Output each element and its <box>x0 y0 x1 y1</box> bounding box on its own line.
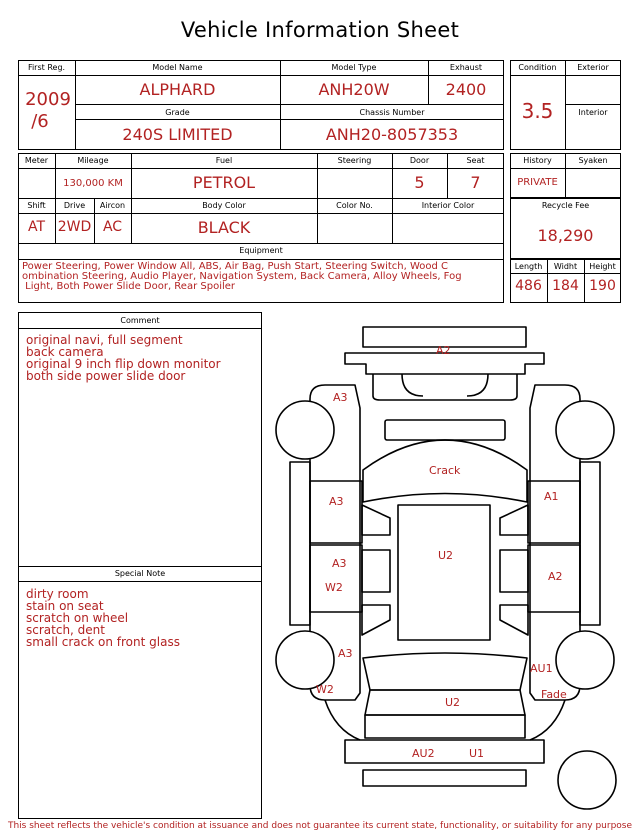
vehicle-damage-diagram <box>270 318 620 818</box>
door-label: Door <box>409 156 430 165</box>
damage-mark-rear-bumper: A2 <box>436 344 451 357</box>
fuel-label: Fuel <box>215 156 233 165</box>
mileage-value: 130,000 KM <box>63 178 123 189</box>
damage-mark-roof: U2 <box>438 549 454 562</box>
damage-mark-hood: U2 <box>445 696 461 709</box>
condition-label: Condition <box>518 63 557 72</box>
special-note-line-1: dirty room <box>26 587 89 601</box>
model-type-label: Model Type <box>331 63 377 72</box>
grade-label: Grade <box>165 108 190 117</box>
color-no-label: Color No. <box>336 201 373 210</box>
interior-color-label: Interior Color <box>421 201 475 210</box>
length-label: Length <box>514 262 543 271</box>
body-color-value: BLACK <box>197 218 251 237</box>
special-note-line-2: stain on seat <box>26 599 104 613</box>
damage-mark-front-bumper-1: AU2 <box>412 747 435 760</box>
meter-label: Meter <box>24 156 49 165</box>
exhaust-label: Exhaust <box>449 63 483 72</box>
damage-mark-left-rear-door: A3 <box>329 495 344 508</box>
first-reg-year: 2009 <box>25 89 71 110</box>
special-note-label: Special Note <box>114 569 166 578</box>
comment-line-4: both side power slide door <box>26 369 186 383</box>
interior-label: Interior <box>578 108 608 117</box>
condition-value: 3.5 <box>521 99 554 123</box>
mileage-label: Mileage <box>77 156 109 165</box>
page-title: Vehicle Information Sheet <box>180 18 460 42</box>
seat-label: Seat <box>466 156 485 165</box>
door-value: 5 <box>414 173 425 192</box>
width-label: Widht <box>553 262 578 271</box>
damage-mark-left-front-fender: A3 <box>338 647 353 660</box>
damage-mark-left-front-door: A3 <box>332 557 347 570</box>
history-value: PRIVATE <box>517 177 558 188</box>
equipment-line-3: Light, Both Power Slide Door, Rear Spoiler <box>22 281 236 292</box>
first-reg-label: First Reg. <box>27 63 66 72</box>
model-type-value: ANH20W <box>318 80 390 99</box>
recycle-fee-value: 18,290 <box>537 226 594 245</box>
chassis-label: Chassis Number <box>359 108 425 117</box>
damage-mark-left-rear-quarter: A3 <box>333 391 348 404</box>
special-note-line-3: scratch on wheel <box>26 611 129 625</box>
comment-line-1: original navi, full segment <box>26 333 183 347</box>
shift-label: Shift <box>27 201 46 210</box>
syaken-label: Syaken <box>578 156 608 165</box>
recycle-fee-label: Recycle Fee <box>541 201 590 210</box>
disclaimer-footer: This sheet reflects the vehicle's condition at issuance and does not guarantee its current state, functionality, or suitability for any purpose <box>7 821 633 831</box>
length-value: 486 <box>515 278 542 294</box>
seat-value: 7 <box>470 173 481 192</box>
drive-value: 2WD <box>57 219 92 235</box>
equipment-line-1: Power Steering, Power Window All, ABS, Air Bag, Push Start, Steering Switch, Wood C <box>22 261 449 272</box>
exterior-label: Exterior <box>577 63 609 72</box>
comment-label: Comment <box>120 316 160 325</box>
comment-line-3: original 9 inch flip down monitor <box>26 357 221 371</box>
damage-mark-right-front-fender: Fade <box>541 688 567 701</box>
damage-mark-left-front-wheel: W2 <box>316 683 334 696</box>
damage-mark-right-rear-door: A1 <box>544 490 559 503</box>
history-label: History <box>523 156 552 165</box>
aircon-value: AC <box>102 219 123 235</box>
width-value: 184 <box>552 278 579 294</box>
model-name-label: Model Name <box>152 63 203 72</box>
equipment-label: Equipment <box>239 246 283 255</box>
damage-mark-rear-glass: Crack <box>429 464 461 477</box>
steering-label: Steering <box>337 156 372 165</box>
special-note-line-5: small crack on front glass <box>26 635 180 649</box>
shift-value: AT <box>27 219 46 235</box>
drive-label: Drive <box>63 201 86 210</box>
chassis-value: ANH20-8057353 <box>325 125 459 144</box>
model-name-value: ALPHARD <box>139 80 216 99</box>
exhaust-value: 2400 <box>445 80 487 99</box>
equipment-line-2: ombination Steering, Audio Player, Navigation System, Back Camera, Alloy Wheels, Fog <box>22 271 462 282</box>
aircon-label: Aircon <box>99 201 126 210</box>
height-label: Height <box>589 262 616 271</box>
height-value: 190 <box>589 278 616 294</box>
damage-mark-right-front-wheel: AU1 <box>530 662 553 675</box>
damage-mark-left-front-door-2: W2 <box>325 581 343 594</box>
fuel-value: PETROL <box>192 173 256 192</box>
damage-mark-right-front-door: A2 <box>548 570 563 583</box>
comment-line-2: back camera <box>26 345 104 359</box>
special-note-line-4: scratch, dent <box>26 623 105 637</box>
first-reg-month: /6 <box>31 111 49 132</box>
body-color-label: Body Color <box>202 201 246 210</box>
damage-mark-front-bumper-2: U1 <box>469 747 485 760</box>
grade-value: 240S LIMITED <box>122 125 233 144</box>
